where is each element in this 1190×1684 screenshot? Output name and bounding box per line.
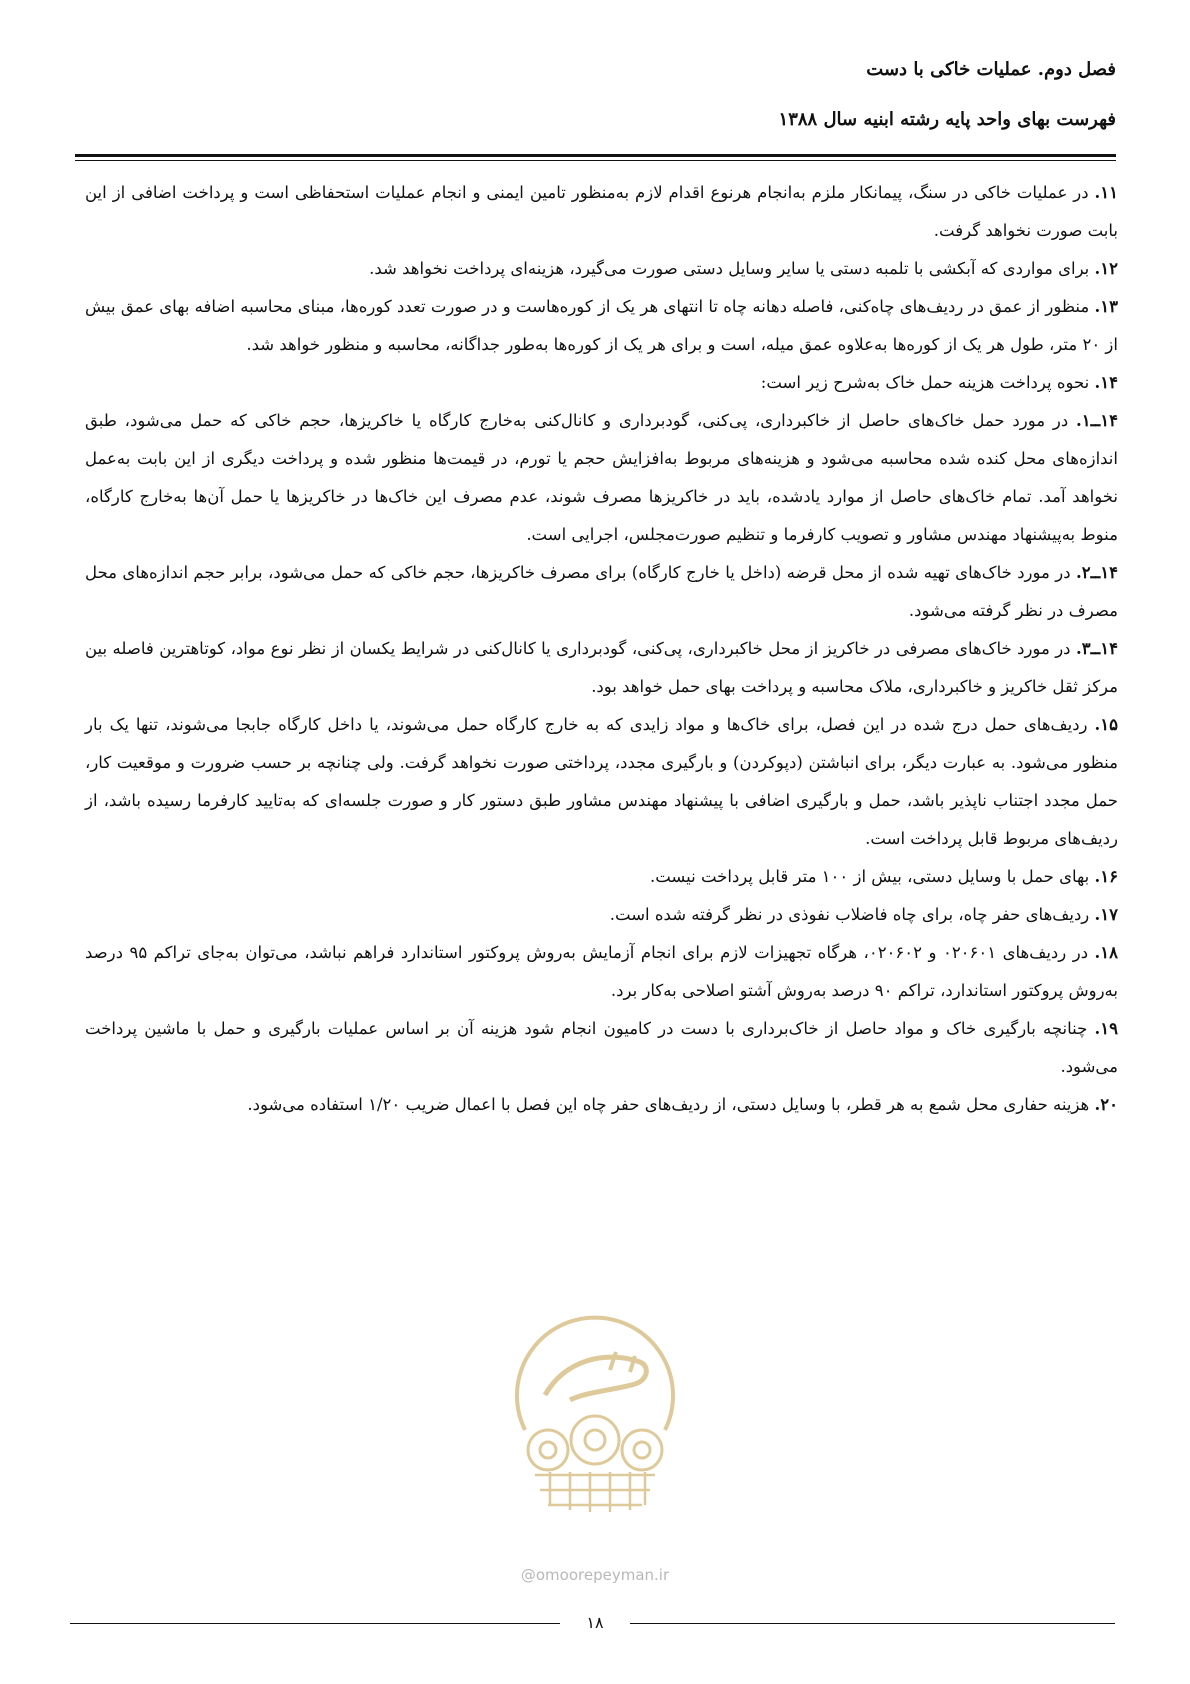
note-item-14-2 (85, 554, 1118, 630)
note-item-14 (85, 364, 1118, 402)
watermark-site: @omoorepeyman.ir (520, 1566, 670, 1584)
document-title: فهرست بهای واحد پایه رشته ابنیه سال ۱۳۸۸ (778, 109, 1116, 130)
logo-script-2 (610, 1352, 635, 1372)
note-text: هزینه حفاری محل شمع به هر قطر، با وسایل دستی، از ردیف‌های حفر چاه این فصل با اعمال ضریب ۱/۲۰ استفاده می‌شود. (247, 1095, 1095, 1114)
note-text: ردیف‌های حفر چاه، برای چاه فاضلاب نفوذی در نظر گرفته شده است. (609, 905, 1095, 924)
logo-grid (535, 1472, 655, 1512)
note-number: ۱۷. (1094, 905, 1118, 924)
note-text: در مورد حمل خاک‌های حاصل از خاکبرداری، پی‌کنی، گودبرداری و کانال‌کنی به‌خارج کارگاه یا خاکریزها، حجم خاکی که حمل می‌شود، طبق اندازه‌های محل کنده شده محاسبه می‌شود و هزینه‌های مربوط به‌افزایش حجم یا تورم، در قیمت‌ها منظور شده و پرداخت دیگری از این بابت به‌عمل نخواهد آمد. تمام خاک‌های حاصل از موارد یادشده، باید در خاکریزها مصرف شوند، عدم مصرف این خاک‌ها در خاکریزها یا حمل آن‌ها به‌خارج کارگاه، منوط به‌پیشنهاد مهندس مشاور و تصویب کارفرما و تنظیم صورت‌مجلس، اجرایی است. (85, 411, 1118, 544)
note-item-20 (85, 1086, 1118, 1124)
logo-gear-right (622, 1430, 662, 1470)
note-item-14-1 (85, 402, 1118, 554)
logo-gear-left (528, 1430, 568, 1470)
note-item-12 (85, 250, 1118, 288)
note-text: ردیف‌های حمل درج شده در این فصل، برای خاک‌ها و مواد زایدی که به خارج کارگاه حمل می‌شوند، یا داخل کارگاه جابجا می‌شوند، تنها یک بار منظور می‌شود. به عبارت دیگر، برای انباشتن (دپوکردن) و بارگیری مجدد، پرداختی صورت نخواهد گرفت. ولی چنانچه بر حسب ضرورت و موقعیت کار، حمل مجدد اجتناب ناپذیر باشد، حمل و بارگیری اضافی با پیشنهاد مهندس مشاور طبق دستور کار و صورت جلسه‌ای که به‌تایید کارفرما رسیده باشد، از ردیف‌های مربوط قابل پرداخت است. (85, 715, 1118, 848)
note-text: برای مواردی که آبکشی با تلمبه دستی یا سایر وسایل دستی صورت می‌گیرد، هزینه‌ای پرداخت نخواهد شد. (369, 259, 1095, 278)
note-text: چنانچه بارگیری خاک و مواد حاصل از خاک‌برداری با دست در کامیون انجام شود هزینه آن بر اساس عملیات بارگیری و حمل با ماشین پرداخت می‌شود. (85, 1019, 1118, 1076)
note-text: در عملیات خاکی در سنگ، پیمانکار ملزم به‌انجام هرنوع اقدام لازم به‌منظور تامین ایمنی و انجام عملیات استحفاظی است و پرداخت اضافی از این بابت صورت نخواهد گرفت. (85, 183, 1118, 240)
note-number: ۱۳. (1094, 297, 1118, 316)
note-text: بهای حمل با وسایل دستی، بیش از ۱۰۰ متر قابل پرداخت نیست. (649, 867, 1095, 886)
note-item-16 (85, 858, 1118, 896)
header-rule-thin (75, 160, 1116, 161)
watermark-logo (490, 1300, 700, 1520)
note-item-18 (85, 934, 1118, 1010)
note-number: ۱۲. (1094, 259, 1118, 278)
chapter-title: فصل دوم. عملیات خاکی با دست (866, 59, 1116, 80)
note-number: ۱۴ــ۳. (1075, 639, 1118, 658)
page-header (76, 58, 1116, 132)
note-text: نحوه پرداخت هزینه حمل خاک به‌شرح زیر است: (760, 373, 1095, 392)
footer-rule-left (70, 1623, 560, 1624)
note-text: در مورد خاک‌های مصرفی در خاکریز از محل خاکبرداری، پی‌کنی، گودبرداری یا کانال‌کنی در شرایط یکسان از نظر نوع مواد، کوتاهترین فاصله بین مرکز ثقل خاکریز و خاکبرداری، ملاک محاسبه و پرداخت بهای حمل خواهد بود. (85, 639, 1118, 696)
note-number: ۱۴. (1094, 373, 1118, 392)
footer-rule-right (630, 1623, 1115, 1624)
note-number: ۱۶. (1094, 867, 1118, 886)
note-text: منظور از عمق در ردیف‌های چاه‌کنی، فاصله دهانه چاه تا انتهای هر یک از کوره‌هاست و در صورت تعدد کوره‌ها، مبنای محاسبه اضافه بهای عمق بیش از ۲۰ متر، طول هر یک از کوره‌ها به‌علاوه عمق میله، است و برای هر یک از کوره‌ها به‌طور جداگانه، محاسبه و منظور خواهد شد. (85, 297, 1118, 354)
note-number: ۱۵. (1094, 715, 1118, 734)
note-number: ۱۸. (1094, 943, 1119, 962)
note-number: ۲۰. (1094, 1095, 1118, 1114)
note-item-13 (85, 288, 1118, 364)
note-item-15 (85, 706, 1118, 858)
note-number: ۱۴ــ۱. (1075, 411, 1118, 430)
page-number: ۱۸ (586, 1613, 604, 1632)
note-item-19 (85, 1010, 1118, 1086)
note-number: ۱۴ــ۲. (1075, 563, 1118, 582)
note-number: ۱۱. (1094, 183, 1118, 202)
note-text: در ردیف‌های ۰۲۰۶۰۱ و ۰۲۰۶۰۲، هرگاه تجهیزات لازم برای انجام آزمایش به‌روش پروکتور استاندارد فراهم نباشد، می‌توان به‌جای تراکم ۹۵ درصد به‌روش پروکتور استاندارد، تراکم ۹۰ درصد به‌روش آشتو اصلاحی به‌کار برد. (85, 943, 1118, 1000)
note-item-11 (85, 174, 1118, 250)
note-text: در مورد خاک‌های تهیه شده از محل قرضه (داخل یا خارج کارگاه) برای مصرف خاکریزها، حجم خاکی که حمل می‌شود، برابر حجم اندازه‌های محل مصرف در نظر گرفته می‌شود. (85, 563, 1118, 620)
logo-ring (517, 1318, 673, 1430)
logo-gear-center (571, 1416, 619, 1464)
note-item-14-3 (85, 630, 1118, 706)
header-rule-thick (75, 154, 1116, 157)
note-item-17 (85, 896, 1118, 934)
notes-body (85, 174, 1118, 1124)
note-number: ۱۹. (1094, 1019, 1118, 1038)
